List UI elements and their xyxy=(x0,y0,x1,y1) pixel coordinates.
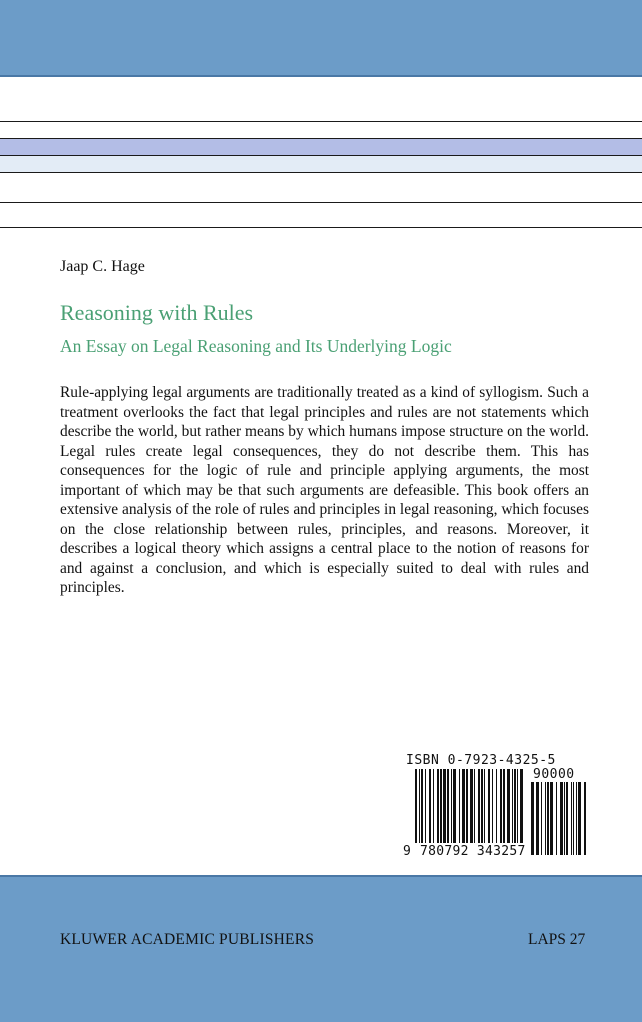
barcode-main-bars xyxy=(415,769,523,843)
barcode-bar xyxy=(451,769,452,843)
barcode-bar xyxy=(566,782,568,855)
barcode-bar xyxy=(470,769,473,843)
barcode-bar xyxy=(514,769,516,843)
book-description: Rule-applying legal arguments are traditionally treated as a kind of syllogism. Such a treatment overlooks the fact that legal principles and rules are not statements which describe the world, but rather means by which humans impose structure on the world. Legal rules create legal consequences, they do not describe them. This has consequences for the logic of rule and principle applying arguments, the most important of which may be that such arguments are defeasible. This book offers an extensive analysis of the role of rules and principles in legal reasoning, which focuses on the close relationship between rules, principles, and reasons. Moreover, it describes a logical theory which assigns a central place to the notion of reasons for and against a conclusion, and which is especially suited to deal with rules and principles. xyxy=(60,384,589,596)
barcode-bar xyxy=(520,769,523,843)
barcode-digits: 780792 343257 xyxy=(420,844,526,859)
barcode-bar xyxy=(578,782,581,855)
stripe-line xyxy=(0,172,642,173)
top-color-band xyxy=(0,0,642,77)
barcode-bar xyxy=(425,769,426,843)
barcode-bar xyxy=(531,782,534,855)
barcode-bar xyxy=(503,769,505,843)
barcode-bar xyxy=(429,769,431,843)
barcode-bar xyxy=(459,769,460,843)
barcode-bar xyxy=(556,782,557,855)
barcode-bar xyxy=(541,782,542,855)
barcode-prefix-digit: 9 xyxy=(403,844,411,859)
barcode-bar xyxy=(453,769,456,843)
barcode-bar xyxy=(443,769,446,843)
barcode-bar xyxy=(547,782,549,855)
barcode-bar xyxy=(517,769,518,843)
isbn-text: ISBN 0-7923-4325-5 xyxy=(406,753,556,768)
barcode-bar xyxy=(573,782,574,855)
barcode-bar xyxy=(433,769,434,843)
barcode-bar xyxy=(478,769,480,843)
stripe-light-blue xyxy=(0,156,642,172)
stripe-line xyxy=(0,202,642,203)
barcode-bar xyxy=(536,782,539,855)
barcode-bar xyxy=(576,782,577,855)
barcode-bar xyxy=(462,769,465,843)
barcode-bar xyxy=(488,769,490,843)
barcode-bar xyxy=(437,769,439,843)
stripe-white xyxy=(0,122,642,138)
book-title: Reasoning with Rules xyxy=(60,300,254,325)
barcode-bar xyxy=(496,769,497,843)
barcode-bar xyxy=(419,769,420,843)
barcode-bar xyxy=(484,769,485,843)
barcode-bar xyxy=(481,769,483,843)
barcode-bar xyxy=(560,782,563,855)
barcode-bar xyxy=(447,769,449,843)
barcode-bar xyxy=(466,769,468,843)
barcode-bar xyxy=(550,782,553,855)
stripe-blue xyxy=(0,139,642,155)
barcode-bar xyxy=(571,782,572,855)
barcode-addon-bars xyxy=(531,782,586,855)
author-name: Jaap C. Hage xyxy=(60,258,145,275)
barcode-bar xyxy=(500,769,502,843)
isbn-barcode xyxy=(401,751,589,859)
barcode-bar xyxy=(584,782,586,855)
barcode-bar xyxy=(564,782,565,855)
publisher-name: KLUWER ACADEMIC PUBLISHERS xyxy=(60,931,315,948)
series-number: LAPS 27 xyxy=(528,931,586,948)
barcode-bar xyxy=(545,782,546,855)
barcode-addon-number: 90000 xyxy=(533,767,575,782)
book-subtitle: An Essay on Legal Reasoning and Its Underlying Logic xyxy=(60,336,452,356)
barcode-bar xyxy=(507,769,510,843)
barcode-bar xyxy=(512,769,513,843)
stripe-line xyxy=(0,227,642,228)
barcode-bar xyxy=(440,769,442,843)
barcode-bar xyxy=(421,769,423,843)
barcode-bar xyxy=(415,769,417,843)
barcode-bar xyxy=(492,769,493,843)
barcode-bar xyxy=(474,769,475,843)
